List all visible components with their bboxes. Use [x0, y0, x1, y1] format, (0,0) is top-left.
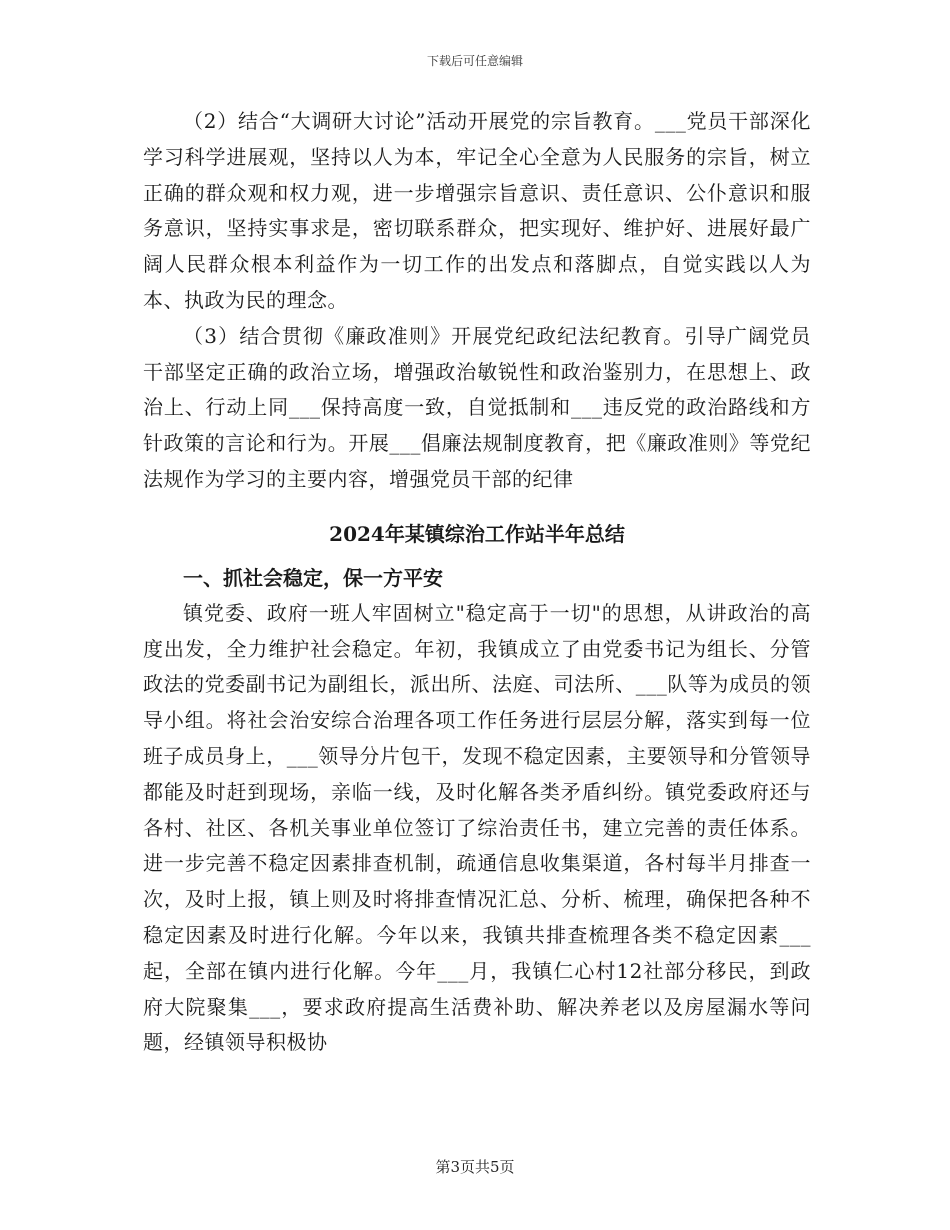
- page-content: [143, 104, 811, 1061]
- section-body-1: 镇党委、政府一班人牢固树立"稳定高于一切"的思想，从讲政治的高度出发，全力维护社会稳定。年初，我镇成立了由党委书记为组长、分管政法的党委副书记为副组长，派出所、法庭、司法所、___队等为成员的领导小组。将社会治安综合治理各项工作任务进行层层分解，落实到每一位班子成员身上，___领导分片包干，发现不稳定因素，主要领导和分管领导都能及时赶到现场，亲临一线，及时化解各类矛盾纠纷。镇党委政府还与各村、社区、各机关事业单位签订了综治责任书，建立完善的责任体系。进一步完善不稳定因素排查机制，疏通信息收集渠道，各村每半月排查一次，及时上报，镇上则及时将排查情况汇总、分析、梳理，确保把各种不稳定因素及时进行化解。今年以来，我镇共排查梳理各类不稳定因素___起，全部在镇内进行化解。今年___月，我镇仁心村12社部分移民，到政府大院聚集___，要求政府提高生活费补助、解决养老以及房屋漏水等问题，经镇领导积极协: [143, 600, 811, 1055]
- section-heading-1: 一、抓社会稳定，保一方平安: [183, 565, 443, 590]
- paragraph-item-3: （3）结合贯彻《廉政准则》开展党纪政纪法纪教育。引导广阔党员干部坚定正确的政治立场，增强政治敏锐性和政治鉴别力，在思想上、政治上、行动上同___保持高度一致，自觉抵制和___违反党的政治路线和方针政策的言论和行为。开展___倡廉法规制度教育，把《廉政准则》等党纪法规作为学习的主要内容，增强党员干部的纪律: [143, 323, 811, 491]
- paragraph-item-2: （2）结合“大调研大讨论”活动开展党的宗旨教育。___党员干部深化学习科学进展观，坚持以人为本，牢记全心全意为人民服务的宗旨，树立正确的群众观和权力观，进一步增强宗旨意识、责任意识、公仆意识和服务意识，坚持实事求是，密切联系群众，把实现好、维护好、进展好最广阔人民群众根本利益作为一切工作的出发点和落脚点，自觉实践以人为本、执政为民的理念。: [143, 109, 811, 312]
- page-footer: 第3页共5页: [435, 1158, 515, 1176]
- header-note: 下载后可任意编辑: [426, 54, 523, 68]
- document-title: 2024年某镇综治工作站半年总结: [329, 521, 625, 546]
